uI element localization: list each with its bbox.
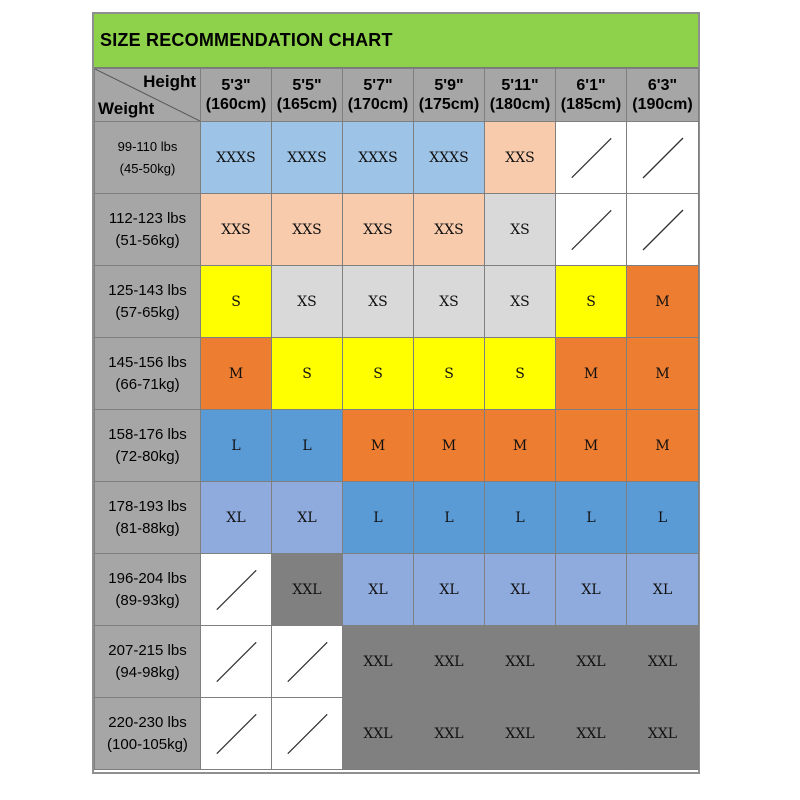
slash-icon xyxy=(272,626,342,697)
size-cell: XS xyxy=(485,266,556,338)
weight-header xyxy=(95,338,201,410)
size-cell: XXL xyxy=(556,626,627,698)
weight-axis-label: Weight xyxy=(98,99,155,118)
size-cell: XXXS xyxy=(414,122,485,194)
height-header xyxy=(414,69,485,122)
not-available-cell xyxy=(201,626,272,698)
size-cell: XL xyxy=(485,554,556,626)
slash-icon xyxy=(272,698,342,769)
weight-header xyxy=(95,194,201,266)
size-cell: S xyxy=(272,338,343,410)
size-chart xyxy=(92,12,700,774)
height-cm: (180cm) xyxy=(489,96,551,113)
table-row xyxy=(95,266,699,338)
height-header xyxy=(556,69,627,122)
size-cell: XXL xyxy=(485,626,556,698)
height-ft: 5'9" xyxy=(434,77,464,94)
not-available-cell xyxy=(556,122,627,194)
height-cm: (165cm) xyxy=(276,96,338,113)
size-cell: XXXS xyxy=(343,122,414,194)
size-cell: S xyxy=(414,338,485,410)
size-cell: XXS xyxy=(201,194,272,266)
size-cell: XL xyxy=(201,482,272,554)
height-header xyxy=(272,69,343,122)
height-header xyxy=(485,69,556,122)
size-cell: L xyxy=(414,482,485,554)
size-cell: XXL xyxy=(414,626,485,698)
table-row xyxy=(95,122,699,194)
table-row xyxy=(95,554,699,626)
height-axis-label: Height xyxy=(143,72,196,91)
not-available-cell xyxy=(272,626,343,698)
weight-lbs: 220-230 lbs xyxy=(108,713,187,731)
height-cm: (175cm) xyxy=(418,96,480,113)
weight-lbs: 145-156 lbs xyxy=(108,353,187,371)
size-cell: L xyxy=(272,410,343,482)
chart-banner xyxy=(94,14,698,68)
size-cell: XXS xyxy=(414,194,485,266)
height-cm: (185cm) xyxy=(560,96,622,113)
size-cell: XXL xyxy=(627,626,699,698)
weight-kg: (89-93kg) xyxy=(115,591,180,609)
size-cell: XXL xyxy=(343,698,414,770)
size-cell: XS xyxy=(414,266,485,338)
weight-lbs: 178-193 lbs xyxy=(108,497,187,515)
size-cell: S xyxy=(201,266,272,338)
size-table xyxy=(94,68,699,770)
size-cell: XXL xyxy=(627,698,699,770)
size-cell: S xyxy=(485,338,556,410)
not-available-cell xyxy=(201,554,272,626)
weight-header xyxy=(95,482,201,554)
not-available-cell xyxy=(272,698,343,770)
height-header xyxy=(201,69,272,122)
weight-kg: (100-105kg) xyxy=(107,735,188,753)
height-ft: 5'7" xyxy=(363,77,393,94)
size-cell: M xyxy=(485,410,556,482)
weight-header xyxy=(95,266,201,338)
slash-icon xyxy=(627,194,698,265)
weight-kg: (72-80kg) xyxy=(115,447,180,465)
height-cm: (160cm) xyxy=(205,96,267,113)
weight-header xyxy=(95,626,201,698)
size-cell: XXS xyxy=(272,194,343,266)
not-available-cell xyxy=(627,122,699,194)
size-cell: XXL xyxy=(414,698,485,770)
size-cell: XS xyxy=(343,266,414,338)
size-cell: M xyxy=(556,410,627,482)
size-cell: XL xyxy=(272,482,343,554)
weight-header xyxy=(95,410,201,482)
size-cell: XL xyxy=(343,554,414,626)
weight-lbs: 125-143 lbs xyxy=(108,281,187,299)
size-cell: S xyxy=(343,338,414,410)
height-ft: 5'11" xyxy=(501,77,539,94)
table-row xyxy=(95,410,699,482)
table-row xyxy=(95,698,699,770)
chart-title: SIZE RECOMMENDATION CHART xyxy=(100,30,393,50)
size-cell: M xyxy=(343,410,414,482)
height-ft: 6'3" xyxy=(647,77,678,94)
weight-header xyxy=(95,122,201,194)
size-cell: XXL xyxy=(343,626,414,698)
size-cell: XS xyxy=(272,266,343,338)
weight-lbs: 158-176 lbs xyxy=(108,425,187,443)
weight-lbs: 112-123 lbs xyxy=(108,209,187,227)
height-ft: 5'5" xyxy=(292,77,322,94)
slash-icon xyxy=(201,698,271,769)
size-cell: M xyxy=(627,266,699,338)
weight-lbs: 99-110 lbs xyxy=(117,138,178,154)
weight-kg: (81-88kg) xyxy=(115,519,180,537)
weight-kg: (57-65kg) xyxy=(115,303,180,321)
slash-icon xyxy=(627,122,698,193)
size-cell: XS xyxy=(485,194,556,266)
slash-icon xyxy=(201,554,271,625)
slash-icon xyxy=(201,626,271,697)
size-cell: L xyxy=(556,482,627,554)
table-row xyxy=(95,338,699,410)
slash-icon xyxy=(556,122,626,193)
size-cell: S xyxy=(556,266,627,338)
size-cell: XXL xyxy=(272,554,343,626)
size-cell: M xyxy=(556,338,627,410)
size-cell: M xyxy=(201,338,272,410)
size-cell: M xyxy=(414,410,485,482)
weight-lbs: 207-215 lbs xyxy=(108,641,187,659)
size-cell: XL xyxy=(414,554,485,626)
height-cm: (190cm) xyxy=(632,96,693,113)
size-cell: XL xyxy=(556,554,627,626)
size-cell: L xyxy=(627,482,699,554)
weight-kg: (51-56kg) xyxy=(115,231,180,249)
height-cm: (170cm) xyxy=(347,96,409,113)
weight-header xyxy=(95,554,201,626)
table-row xyxy=(95,194,699,266)
size-cell: XXL xyxy=(485,698,556,770)
height-header xyxy=(343,69,414,122)
size-table-body xyxy=(95,122,699,770)
size-cell: L xyxy=(485,482,556,554)
slash-icon xyxy=(556,194,626,265)
size-cell: M xyxy=(627,410,699,482)
size-cell: L xyxy=(201,410,272,482)
table-row xyxy=(95,482,699,554)
size-cell: XXS xyxy=(343,194,414,266)
size-cell: XXL xyxy=(556,698,627,770)
table-row xyxy=(95,626,699,698)
height-ft: 5'3" xyxy=(221,77,251,94)
size-cell: XXS xyxy=(485,122,556,194)
corner-header xyxy=(95,69,201,122)
weight-kg: (66-71kg) xyxy=(115,375,180,393)
not-available-cell xyxy=(556,194,627,266)
not-available-cell xyxy=(627,194,699,266)
header-row xyxy=(95,69,699,122)
height-header xyxy=(627,69,699,122)
size-cell: XL xyxy=(627,554,699,626)
size-cell: XXXS xyxy=(201,122,272,194)
weight-header xyxy=(95,698,201,770)
size-cell: XXXS xyxy=(272,122,343,194)
size-cell: L xyxy=(343,482,414,554)
not-available-cell xyxy=(201,698,272,770)
height-ft: 6'1" xyxy=(576,77,606,94)
weight-kg: (94-98kg) xyxy=(115,663,180,681)
weight-lbs: 196-204 lbs xyxy=(108,569,187,587)
weight-kg: (45-50kg) xyxy=(119,160,176,176)
size-cell: M xyxy=(627,338,699,410)
